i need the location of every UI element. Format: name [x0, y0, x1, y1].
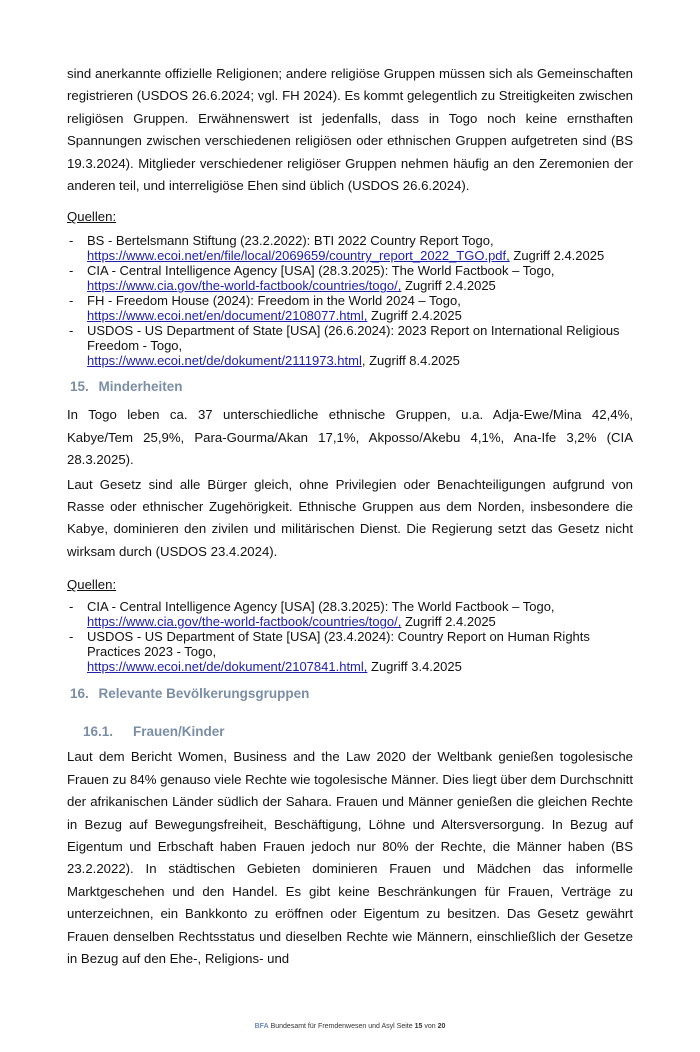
source-link[interactable]: https://www.ecoi.net/de/dokument/2111973.html	[87, 353, 362, 369]
source-link[interactable]: https://www.ecoi.net/de/dokument/2107841.html,	[87, 659, 368, 675]
section16-paragraph: Laut dem Bericht Women, Business and the Law 2020 der Weltbank genießen togolesische Frauen zu 84% genauso viele Rechte wie togolesische Männer. Dies liegt über dem Durchschnitt der afrikanischen Länder südlich der Sahara. Frauen und Männer genießen die gleichen Rechte in Bezug auf Bewegungsfreiheit, Beschäftigung, Löhne und Altersversorgung. In Bezug auf Eigentum und Erbschaft haben Frauen jedoch nur 80% der Rechte, die Männer haben (BS 23.2.2022). In städtischen Gebieten dominieren Frauen und Mädchen das informelle Marktgeschehen und den Handel. Es gibt keine Beschränkungen für Frauen, Verträge zu unterzeichnen, ein Bankkonto zu eröffnen oder Eigentum zu besitzen. Das Gesetz gewährt Frauen denselben Rechtsstatus und dieselben Rechte wie Männern, einschließlich der Gesetze in Bezug auf den Ehe-, Religions- und	[67, 749, 633, 966]
page-footer: BFA Bundesamt für Fremdenwesen und Asyl Seite 15 von 20	[254, 1023, 446, 1031]
source-link[interactable]: https://www.cia.gov/the-world-factbook/countries/togo/,	[87, 614, 402, 630]
sources-list	[67, 599, 633, 674]
section15-paragraph-1: In Togo leben ca. 37 unterschiedliche ethnische Gruppen, u.a. Adja-Ewe/Mina 42,4%, Kabye/Tem 25,9%, Para-Gourma/Akan 17,1%, Akposso/Akebu 4,1%, Ana-Ife 3,2% (CIA 28.3.2025).	[67, 407, 633, 468]
source-item: - USDOS - US Department of State [USA] (26.6.2024): 2023 Report on International Religious Freedom - Togo, https://www.ecoi.net/de/dokument/2111973.html, Zugriff 8.4.2025	[69, 323, 620, 369]
sources-label: Quellen:	[67, 209, 117, 225]
sources-list	[67, 233, 633, 368]
subsection-heading-16-1: 16.1. Frauen/Kinder	[83, 724, 225, 740]
source-link[interactable]: https://www.ecoi.net/en/document/2108077.html,	[87, 308, 368, 324]
source-item: - CIA - Central Intelligence Agency [USA] (28.3.2025): The World Factbook – Togo, https://www.cia.gov/the-world-factbook/countries/togo/, Zugriff 2.4.2025	[69, 599, 555, 630]
section15-paragraph-2: Laut Gesetz sind alle Bürger gleich, ohne Privilegien oder Benachteiligungen aufgrund von Rasse oder ethnischer Zugehörigkeit. Ethnische Gruppen aus dem Norden, insbesondere die Kabye, dominieren den zivilen und militärischen Dienst. Die Regierung setzt das Gesetz nicht wirksam durch (USDOS 23.4.2024).	[67, 476, 633, 559]
page-number: 15	[414, 1023, 423, 1031]
bfa-logo: BFA	[254, 1023, 269, 1031]
source-item: - CIA - Central Intelligence Agency [USA] (28.3.2025): The World Factbook – Togo, https://www.cia.gov/the-world-factbook/countries/togo/, Zugriff 2.4.2025	[69, 263, 555, 294]
section-heading-15: 15. Minderheiten	[70, 379, 183, 395]
source-item: - FH - Freedom House (2024): Freedom in the World 2024 – Togo, https://www.ecoi.net/en/document/2108077.html, Zugriff 2.4.2025	[69, 293, 462, 324]
source-link[interactable]: https://www.cia.gov/the-world-factbook/countries/togo/,	[87, 278, 402, 294]
source-link[interactable]: https://www.ecoi.net/en/file/local/2069659/country_report_2022_TGO.pdf,	[87, 248, 510, 264]
intro-paragraph: sind anerkannte offizielle Religionen; andere religiöse Gruppen müssen sich als Gemeinschaften registrieren (USDOS 26.6.2024; vgl. FH 2024). Es kommt gelegentlich zu Streitigkeiten zwischen religiösen Gruppen. Erwähnenswert ist jedenfalls, dass in Togo noch keine ernsthaften Spannungen zwischen verschiedenen religiösen oder ethnischen Gruppen aufgetreten sind (BS 19.3.2024). Mitglieder verschiedener religiöser Gruppen nehmen häufig an den Zeremonien der anderen teil, und interreligiöse Ehen sind üblich (USDOS 26.6.2024).	[67, 66, 633, 194]
page-total: 20	[437, 1023, 446, 1031]
sources-label: Quellen:	[67, 577, 117, 593]
section-heading-16: 16. Relevante Bevölkerungsgruppen	[70, 686, 310, 702]
source-item: - USDOS - US Department of State [USA] (23.4.2024): Country Report on Human Rights Practices 2023 - Togo, https://www.ecoi.net/de/dokument/2107841.html, Zugriff 3.4.2025	[69, 629, 590, 675]
source-item: - BS - Bertelsmann Stiftung (23.2.2022): BTI 2022 Country Report Togo, https://www.ecoi.net/en/file/local/2069659/country_report_2022_TGO.pdf, Zugriff 2.4.2025	[69, 233, 605, 264]
